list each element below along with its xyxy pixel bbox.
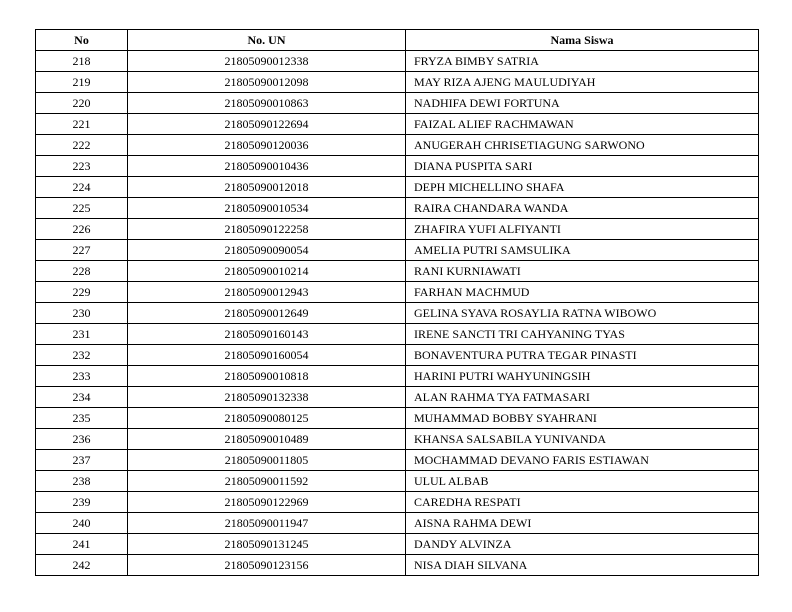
cell-no-un: 21805090123156 [128, 555, 406, 576]
table-row [36, 156, 759, 177]
header-row [36, 30, 759, 51]
cell-no: 235 [36, 408, 128, 429]
cell-no: 220 [36, 93, 128, 114]
cell-no-un: 21805090122258 [128, 219, 406, 240]
table-row [36, 261, 759, 282]
cell-no-un: 21805090122694 [128, 114, 406, 135]
cell-nama-siswa: ULUL ALBAB [406, 471, 759, 492]
cell-no-un: 21805090131245 [128, 534, 406, 555]
cell-no: 241 [36, 534, 128, 555]
cell-no: 231 [36, 324, 128, 345]
header-no-un: No. UN [128, 30, 406, 51]
cell-no: 221 [36, 114, 128, 135]
table-row [36, 345, 759, 366]
table-row [36, 51, 759, 72]
cell-nama-siswa: DEPH MICHELLINO SHAFA [406, 177, 759, 198]
cell-no: 232 [36, 345, 128, 366]
cell-no-un: 21805090160054 [128, 345, 406, 366]
cell-nama-siswa: FARHAN MACHMUD [406, 282, 759, 303]
table-row [36, 534, 759, 555]
table-row [36, 135, 759, 156]
cell-no: 236 [36, 429, 128, 450]
cell-no: 227 [36, 240, 128, 261]
cell-nama-siswa: NADHIFA DEWI FORTUNA [406, 93, 759, 114]
cell-nama-siswa: FRYZA BIMBY SATRIA [406, 51, 759, 72]
table-row [36, 198, 759, 219]
cell-no-un: 21805090012018 [128, 177, 406, 198]
student-table [35, 29, 759, 576]
cell-no-un: 21805090010214 [128, 261, 406, 282]
cell-nama-siswa: ANUGERAH CHRISETIAGUNG SARWONO [406, 135, 759, 156]
table-row [36, 513, 759, 534]
cell-no-un: 21805090011805 [128, 450, 406, 471]
cell-no: 242 [36, 555, 128, 576]
table-row [36, 219, 759, 240]
cell-no-un: 21805090012649 [128, 303, 406, 324]
cell-nama-siswa: MAY RIZA AJENG MAULUDIYAH [406, 72, 759, 93]
cell-no-un: 21805090080125 [128, 408, 406, 429]
cell-no: 229 [36, 282, 128, 303]
cell-no-un: 21805090132338 [128, 387, 406, 408]
table-row [36, 282, 759, 303]
header-nama-siswa: Nama Siswa [406, 30, 759, 51]
cell-no: 237 [36, 450, 128, 471]
table-row [36, 387, 759, 408]
cell-nama-siswa: MOCHAMMAD DEVANO FARIS ESTIAWAN [406, 450, 759, 471]
cell-nama-siswa: DIANA PUSPITA SARI [406, 156, 759, 177]
cell-no: 218 [36, 51, 128, 72]
table-row [36, 324, 759, 345]
cell-no-un: 21805090090054 [128, 240, 406, 261]
cell-nama-siswa: ALAN RAHMA TYA FATMASARI [406, 387, 759, 408]
cell-no: 239 [36, 492, 128, 513]
table-row [36, 429, 759, 450]
cell-nama-siswa: MUHAMMAD BOBBY SYAHRANI [406, 408, 759, 429]
cell-no: 230 [36, 303, 128, 324]
cell-no: 233 [36, 366, 128, 387]
table-row [36, 303, 759, 324]
table-row [36, 408, 759, 429]
cell-no: 226 [36, 219, 128, 240]
cell-no: 234 [36, 387, 128, 408]
cell-no-un: 21805090011592 [128, 471, 406, 492]
cell-no: 240 [36, 513, 128, 534]
cell-nama-siswa: DANDY ALVINZA [406, 534, 759, 555]
cell-nama-siswa: BONAVENTURA PUTRA TEGAR PINASTI [406, 345, 759, 366]
cell-nama-siswa: ZHAFIRA YUFI ALFIYANTI [406, 219, 759, 240]
table-row [36, 555, 759, 576]
cell-no-un: 21805090010489 [128, 429, 406, 450]
cell-no: 238 [36, 471, 128, 492]
table-row [36, 450, 759, 471]
table-row [36, 177, 759, 198]
table-row [36, 366, 759, 387]
cell-no: 224 [36, 177, 128, 198]
cell-nama-siswa: NISA DIAH SILVANA [406, 555, 759, 576]
cell-no-un: 21805090010534 [128, 198, 406, 219]
table-row [36, 72, 759, 93]
cell-no: 219 [36, 72, 128, 93]
cell-no-un: 21805090010818 [128, 366, 406, 387]
cell-no-un: 21805090122969 [128, 492, 406, 513]
cell-nama-siswa: RANI KURNIAWATI [406, 261, 759, 282]
cell-no: 222 [36, 135, 128, 156]
table-row [36, 492, 759, 513]
cell-no-un: 21805090012338 [128, 51, 406, 72]
cell-no-un: 21805090160143 [128, 324, 406, 345]
cell-nama-siswa: IRENE SANCTI TRI CAHYANING TYAS [406, 324, 759, 345]
cell-nama-siswa: HARINI PUTRI WAHYUNINGSIH [406, 366, 759, 387]
cell-no-un: 21805090012098 [128, 72, 406, 93]
cell-no: 225 [36, 198, 128, 219]
cell-no: 223 [36, 156, 128, 177]
cell-no-un: 21805090011947 [128, 513, 406, 534]
table-row [36, 471, 759, 492]
cell-no-un: 21805090120036 [128, 135, 406, 156]
table-body [36, 51, 759, 576]
cell-nama-siswa: KHANSA SALSABILA YUNIVANDA [406, 429, 759, 450]
cell-nama-siswa: FAIZAL ALIEF RACHMAWAN [406, 114, 759, 135]
table-row [36, 240, 759, 261]
cell-nama-siswa: AISNA RAHMA DEWI [406, 513, 759, 534]
cell-no-un: 21805090010436 [128, 156, 406, 177]
cell-no: 228 [36, 261, 128, 282]
cell-no-un: 21805090012943 [128, 282, 406, 303]
cell-nama-siswa: RAIRA CHANDARA WANDA [406, 198, 759, 219]
table-row [36, 114, 759, 135]
cell-no-un: 21805090010863 [128, 93, 406, 114]
cell-nama-siswa: AMELIA PUTRI SAMSULIKA [406, 240, 759, 261]
header-no: No [36, 30, 128, 51]
table-row [36, 93, 759, 114]
cell-nama-siswa: CAREDHA RESPATI [406, 492, 759, 513]
cell-nama-siswa: GELINA SYAVA ROSAYLIA RATNA WIBOWO [406, 303, 759, 324]
